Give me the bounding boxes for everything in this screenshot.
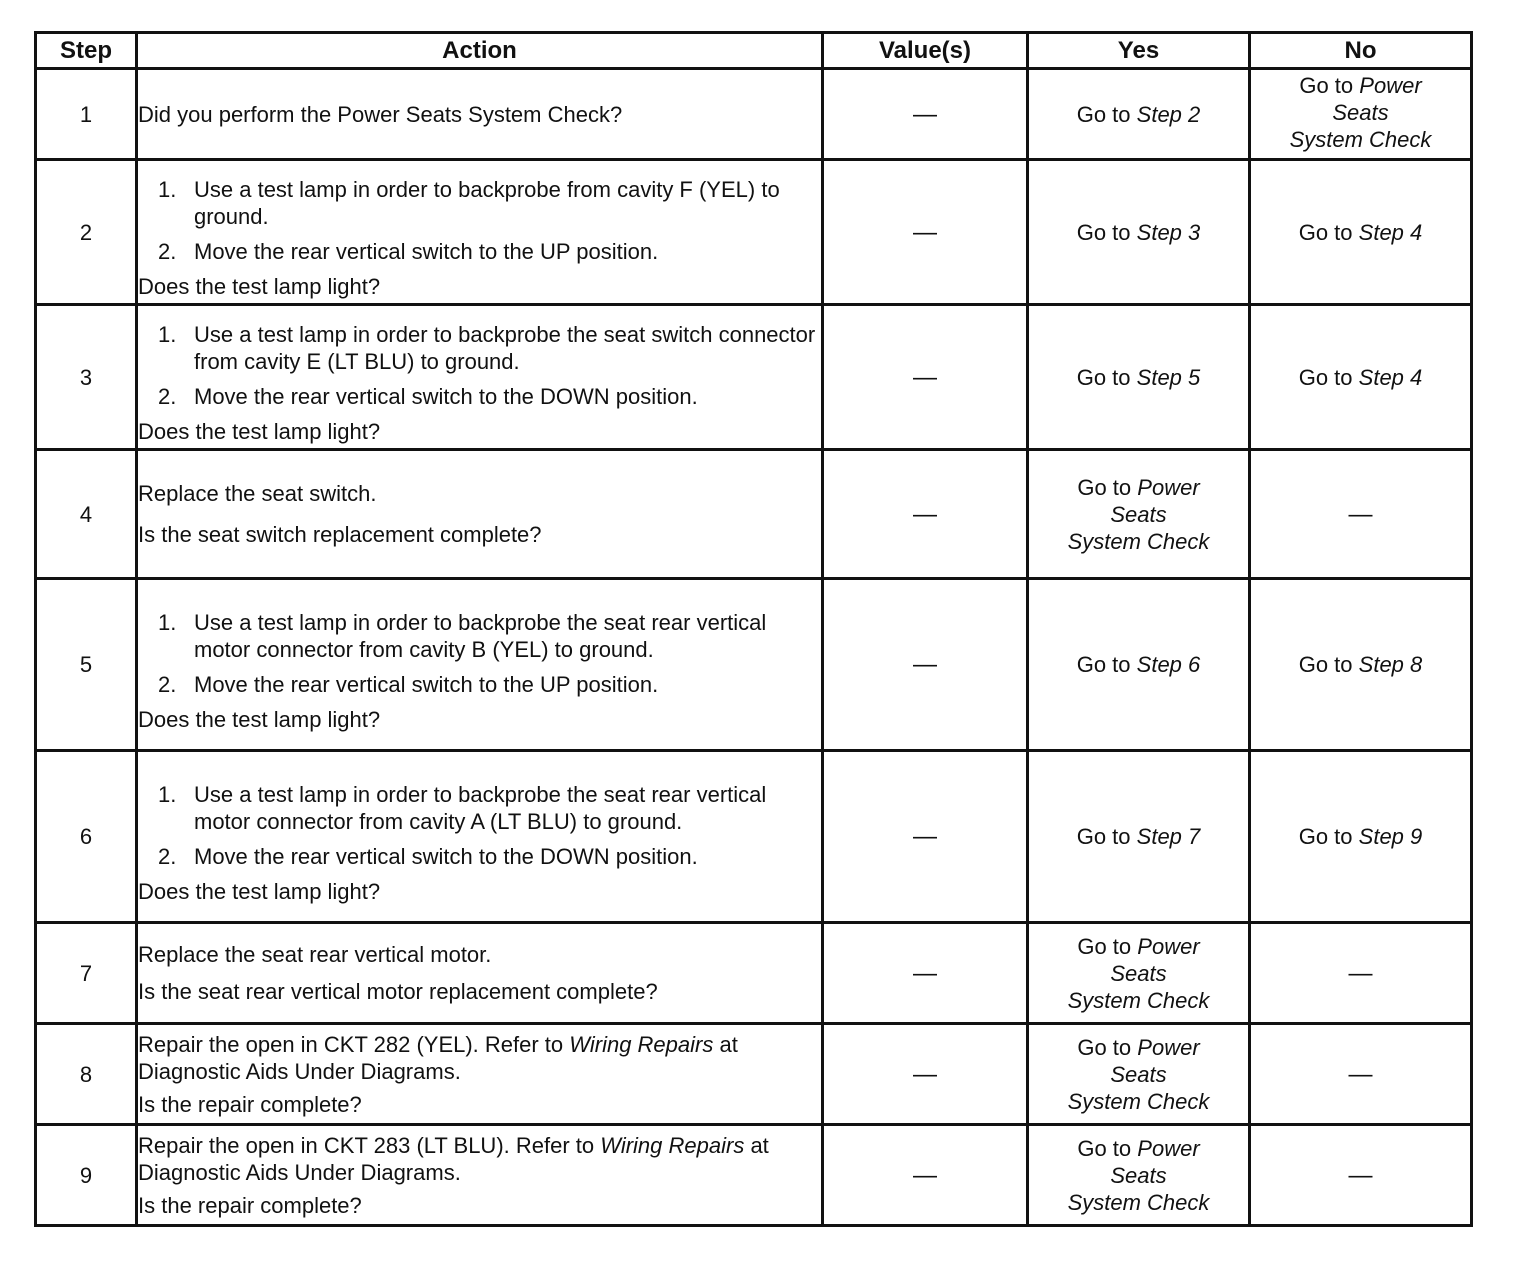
header-step: Step [36,33,137,69]
action-question: Does the test lamp light? [138,706,381,732]
step-link[interactable]: Step 2 [1136,101,1201,127]
action-item: 2. Move the rear vertical switch to the UP position. [158,239,659,264]
go-to-label: Go to [1076,219,1131,245]
action-cell [137,751,823,923]
action-question: Does the test lamp light? [138,878,381,904]
step-number: 9 [36,1125,137,1226]
no-cell: — [1250,923,1472,1024]
no-cell [1250,751,1472,923]
power-seats-link[interactable]: Seats [1110,960,1167,986]
table-row [36,1024,1472,1125]
yes-cell [1028,923,1250,1024]
table-row [36,305,1472,450]
step-number: 8 [36,1024,137,1125]
action-cell [137,450,823,579]
action-text: Replace the seat rear vertical motor. [138,942,492,967]
table-row [36,69,1472,160]
step-number: 5 [36,579,137,751]
power-seats-link[interactable]: System Check [1067,528,1210,554]
go-to-label: Go to [1298,219,1353,245]
no-cell [1250,160,1472,305]
header-action: Action [137,33,823,69]
no-cell [1250,305,1472,450]
yes-cell [1028,579,1250,751]
action-cell [137,69,823,160]
yes-cell [1028,450,1250,579]
action-list [138,176,821,265]
header-yes: Yes [1028,33,1250,69]
power-seats-link[interactable]: Power [1137,1135,1200,1161]
action-cell [137,1024,823,1125]
go-to-label: Go to [1298,364,1353,390]
step-link[interactable]: Step 5 [1136,364,1201,390]
go-to-label: Go to [1298,824,1353,849]
power-seats-link[interactable]: Power [1137,1034,1200,1060]
action-question: Is the repair complete? [138,1091,362,1117]
go-to-label: Go to [1076,364,1131,390]
yes-cell [1028,1125,1250,1226]
go-to-label: Go to [1077,1034,1132,1060]
yes-cell [1028,751,1250,923]
value-cell: — [823,450,1028,579]
value-cell: — [823,160,1028,305]
step-number: 6 [36,751,137,923]
power-seats-link[interactable]: Power [1137,933,1200,959]
go-to-label: Go to [1077,933,1132,959]
power-seats-link[interactable]: Seats [1332,100,1389,125]
step-link[interactable]: Step 6 [1136,652,1201,677]
action-cell [137,305,823,450]
yes-cell [1028,305,1250,450]
action-item: 1. Use a test lamp in order to backprobe the seat rear vertical motor connector from cavity B (YEL) to ground. [158,609,767,662]
table-row [36,751,1472,923]
action-list [138,781,821,870]
table-row [36,450,1472,579]
value-cell: — [823,751,1028,923]
table-row [36,579,1472,751]
no-cell: — [1250,1125,1472,1226]
action-question: Does the test lamp light? [138,419,381,444]
wiring-repairs-link[interactable]: Wiring Repairs [569,1031,714,1057]
power-seats-link[interactable]: Seats [1110,1061,1167,1087]
yes-cell [1028,69,1250,160]
power-seats-link[interactable]: System Check [1289,127,1432,152]
power-seats-link[interactable]: Seats [1110,1162,1167,1188]
power-seats-link[interactable]: Power [1137,474,1200,500]
go-to-label: Go to [1076,101,1131,127]
power-seats-link[interactable]: System Check [1067,987,1210,1013]
value-cell: — [823,1125,1028,1226]
action-item: 2. Move the rear vertical switch to the DOWN position. [158,384,698,409]
action-list [138,321,821,410]
yes-cell [1028,160,1250,305]
action-list [138,609,821,698]
step-number: 2 [36,160,137,305]
power-seats-link[interactable]: System Check [1067,1088,1210,1114]
no-cell [1250,579,1472,751]
step-number: 1 [36,69,137,160]
action-question: Is the repair complete? [138,1192,362,1218]
action-cell [137,1125,823,1226]
action-item: 2. Move the rear vertical switch to the UP position. [158,671,659,697]
no-cell: — [1250,450,1472,579]
value-cell: — [823,69,1028,160]
action-cell [137,579,823,751]
diagnostic-table [34,31,1473,1227]
yes-cell [1028,1024,1250,1125]
value-cell: — [823,305,1028,450]
action-question: Is the seat rear vertical motor replacement complete? [138,979,658,1004]
action-item: 2. Move the rear vertical switch to the DOWN position. [158,843,698,869]
header-values: Value(s) [823,33,1028,69]
power-seats-link[interactable]: Seats [1110,501,1167,527]
value-cell: — [823,579,1028,751]
action-text: Repair the open in CKT 283 (LT BLU). Refer to Wiring Repairs at Diagnostic Aids Under Diagrams. [138,1132,769,1185]
step-link[interactable]: Step 4 [1358,364,1423,390]
table-row [36,160,1472,305]
no-cell [1250,69,1472,160]
action-question: Does the test lamp light? [138,274,381,299]
action-item: 1. Use a test lamp in order to backprobe the seat switch connector from cavity E (LT BLU) to ground. [158,322,816,374]
power-seats-link[interactable]: System Check [1067,1189,1210,1215]
step-number: 7 [36,923,137,1024]
action-item: 1. Use a test lamp in order to backprobe from cavity F (YEL) to ground. [158,177,780,229]
go-to-label: Go to [1077,1135,1132,1161]
no-cell: — [1250,1024,1472,1125]
table-row [36,923,1472,1024]
action-text: Did you perform the Power Seats System Check? [138,101,623,127]
header-row [36,33,1472,69]
value-cell: — [823,923,1028,1024]
action-cell [137,923,823,1024]
value-cell: — [823,1024,1028,1125]
go-to-label: Go to [1298,652,1353,677]
wiring-repairs-link[interactable]: Wiring Repairs [600,1132,745,1158]
step-link[interactable]: Step 9 [1358,824,1423,849]
action-text: Replace the seat switch. [138,481,377,506]
step-link[interactable]: Step 8 [1358,652,1423,677]
go-to-label: Go to [1076,652,1131,677]
action-text: Repair the open in CKT 282 (YEL). Refer to Wiring Repairs at Diagnostic Aids Under Diagrams. [138,1031,738,1084]
go-to-label: Go to [1077,474,1132,500]
go-to-label: Go to [1299,73,1354,98]
action-item: 1. Use a test lamp in order to backprobe the seat rear vertical motor connector from cavity A (LT BLU) to ground. [158,781,767,834]
step-number: 4 [36,450,137,579]
go-to-label: Go to [1076,824,1131,849]
table-row [36,1125,1472,1226]
step-link[interactable]: Step 3 [1136,219,1201,245]
step-link[interactable]: Step 4 [1358,219,1423,245]
step-link[interactable]: Step 7 [1136,824,1201,849]
action-cell [137,160,823,305]
power-seats-link[interactable]: Power [1359,73,1422,98]
step-number: 3 [36,305,137,450]
header-no: No [1250,33,1472,69]
action-question: Is the seat switch replacement complete? [138,522,542,547]
